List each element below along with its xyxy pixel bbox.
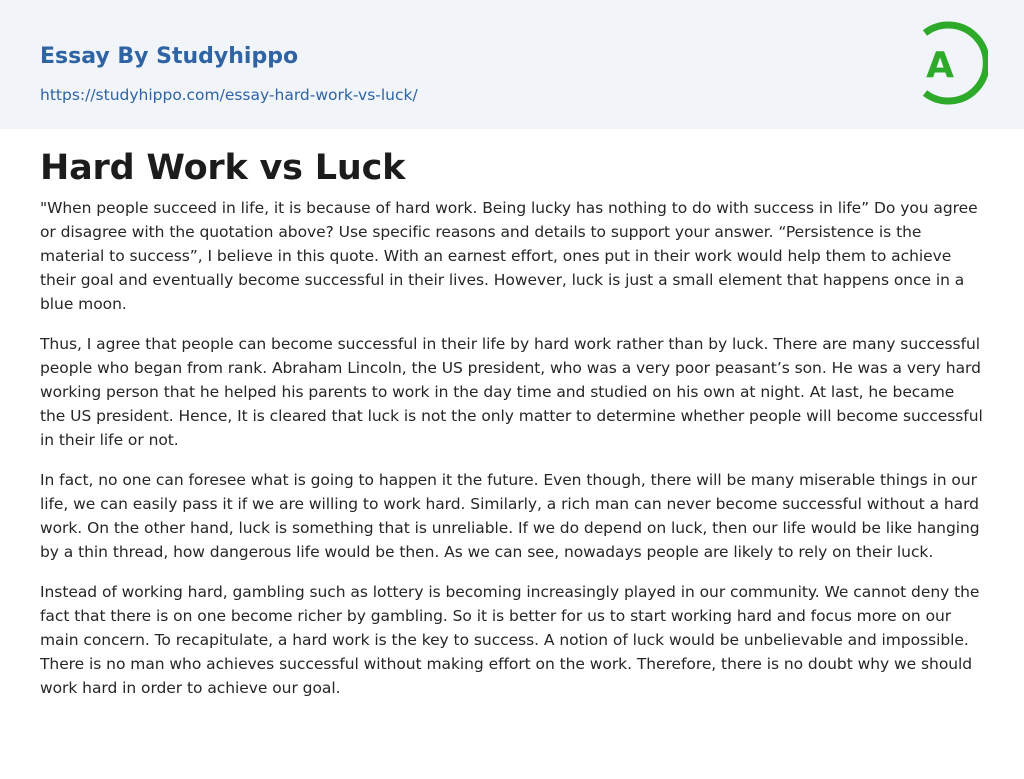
- essay-paragraph: In fact, no one can foresee what is going to happen it the future. Even though, there will be many miserable things in our life, we can easily pass it if we are willing to work hard. Similarly, a rich man can never become successful without a hard work. On the other hand, luck is something that is unreliable. If we do depend on luck, then our life would be like hanging by a thin thread, how dangerous life would be then. As we can see, nowadays people are likely to rely on their luck.: [40, 471, 980, 561]
- site-header: [0, 0, 1024, 129]
- essay-paragraph: Instead of working hard, gambling such as lottery is becoming increasingly played in our community. We cannot deny the fact that there is on one become richer by gambling. So it is better for us to start working hard and focus more on our main concern. To recapitulate, a hard work is the key to success. A notion of luck would be unbelievable and impossible. There is no man who achieves successful without making effort on the work. Therefore, there is no doubt why we should work hard in order to achieve our goal.: [40, 583, 980, 697]
- site-title[interactable]: Essay By Studyhippo: [40, 44, 299, 69]
- logo-letter: A: [926, 45, 954, 86]
- essay-url-link[interactable]: https://studyhippo.com/essay-hard-work-vs-luck/: [40, 86, 418, 104]
- essay-paragraph: Thus, I agree that people can become successful in their life by hard work rather than by luck. There are many successful people who began from rank. Abraham Lincoln, the US president, who was a very poor peasant’s son. He was a very hard working person that he helped his parents to work in the day time and studied on his own at night. At last, he became the US president. Hence, It is cleared that luck is not the only matter to determine whether people will become successful in their life or not.: [40, 335, 983, 449]
- essay-title: Hard Work vs Luck: [40, 148, 406, 188]
- essay-content: [0, 129, 1024, 700]
- essay-paragraph: "When people succeed in life, it is because of hard work. Being lucky has nothing to do with success in life” Do you agree or disagree with the quotation above? Use specific reasons and details to support your answer. “Persistence is the material to success”, I believe in this quote. With an earnest effort, ones put in their work would help them to achieve their goal and eventually become successful in their lives. However, luck is just a small element that happens once in a blue moon.: [40, 199, 978, 313]
- circle-a-logo-icon[interactable]: [912, 20, 988, 106]
